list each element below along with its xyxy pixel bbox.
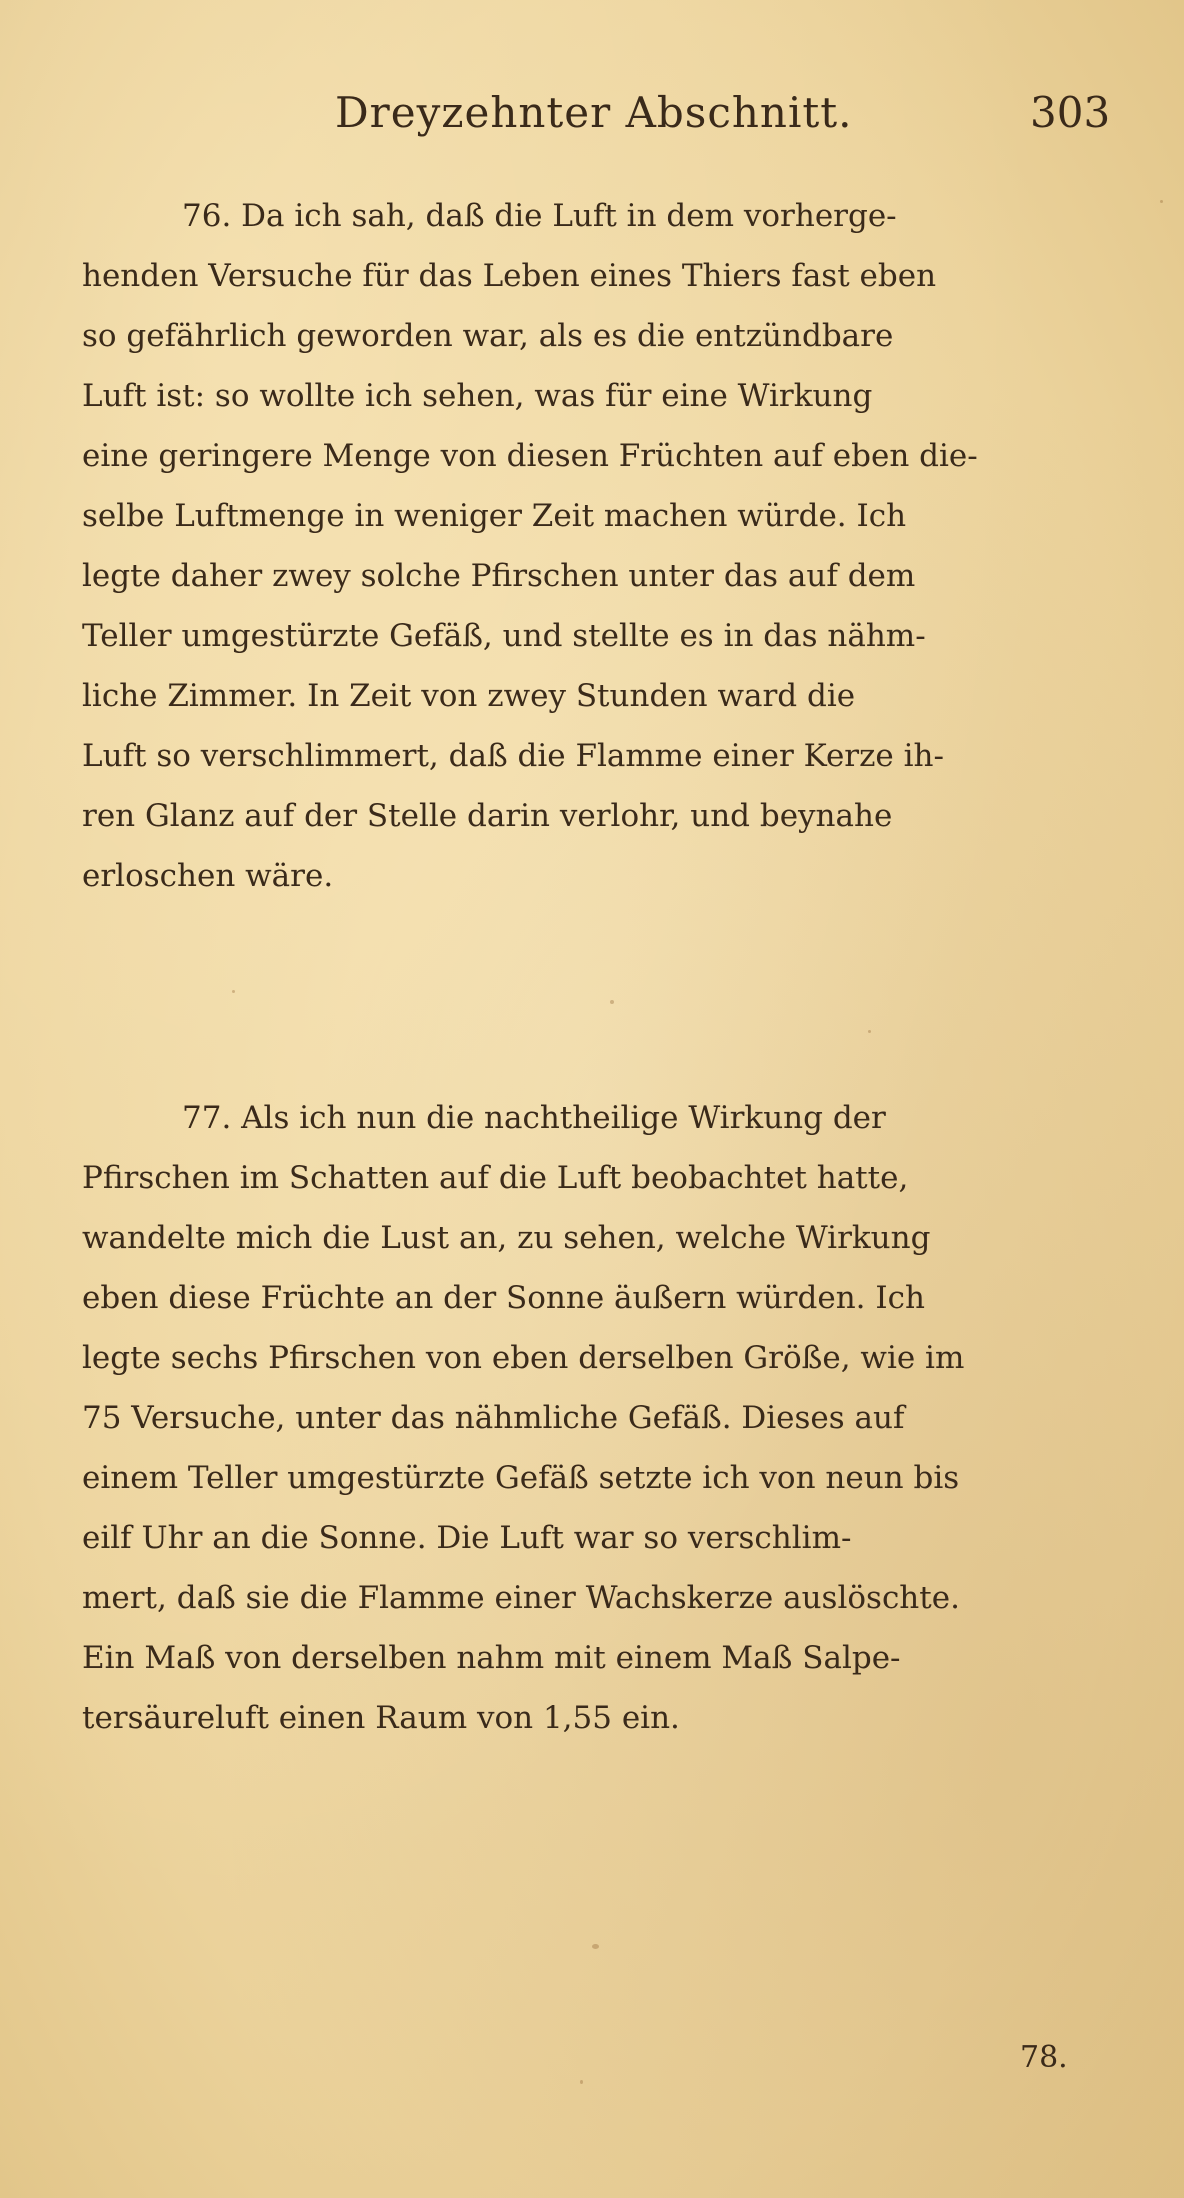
text-line: Luft so verschlimmert, daß die Flamme einer Kerze ih-	[82, 738, 944, 774]
text-line: Ein Maß von derselben nahm mit einem Maß Salpe-	[82, 1640, 901, 1676]
text-line: erloschen wäre.	[82, 858, 334, 894]
text-line: wandelte mich die Lust an, zu sehen, welche Wirkung	[82, 1220, 931, 1256]
catchword: 78.	[1020, 2040, 1068, 2075]
text-line: tersäureluft einen Raum von 1,55 ein.	[82, 1700, 680, 1736]
text-line: ren Glanz auf der Stelle darin verlohr, und beynahe	[82, 798, 893, 834]
paragraph-77	[82, 1088, 1122, 1748]
text-line: selbe Luftmenge in weniger Zeit machen würde. Ich	[82, 498, 907, 534]
paper-speck	[1160, 200, 1163, 203]
text-line: Teller umgestürzte Gefäß, und stellte es in das nähm-	[82, 618, 926, 654]
paper-speck	[232, 990, 235, 993]
text-line: eine geringere Menge von diesen Früchten auf eben die-	[82, 438, 978, 474]
text-line: henden Versuche für das Leben eines Thiers fast eben	[82, 258, 937, 294]
paper-speck	[592, 1944, 599, 1949]
text-line: legte sechs Pfirschen von eben derselben Größe, wie im	[82, 1340, 965, 1376]
text-line: eben diese Früchte an der Sonne äußern würden. Ich	[82, 1280, 925, 1316]
paragraph-76	[82, 186, 1122, 906]
page-number: 303	[1030, 88, 1111, 137]
text-line: so gefährlich geworden war, als es die entzündbare	[82, 318, 894, 354]
page-header	[0, 88, 1184, 148]
text-line: 77. Als ich nun die nachtheilige Wirkung der	[182, 1100, 886, 1136]
text-line: 76. Da ich sah, daß die Luft in dem vorherge-	[182, 198, 897, 234]
text-line: 75 Versuche, unter das nähmliche Gefäß. Dieses auf	[82, 1400, 905, 1436]
text-line: Luft ist: so wollte ich sehen, was für eine Wirkung	[82, 378, 873, 414]
running-head: Dreyzehnter Abschnitt.	[335, 88, 853, 137]
paper-speck	[610, 1000, 614, 1004]
paper-speck	[580, 2080, 583, 2084]
text-line: legte daher zwey solche Pfirschen unter das auf dem	[82, 558, 916, 594]
text-line: einem Teller umgestürzte Gefäß setzte ich von neun bis	[82, 1460, 960, 1496]
text-line: mert, daß sie die Flamme einer Wachskerze auslöschte.	[82, 1580, 960, 1616]
text-line: Pfirschen im Schatten auf die Luft beobachtet hatte,	[82, 1160, 909, 1196]
paper-speck	[868, 1030, 871, 1033]
text-line: eilf Uhr an die Sonne. Die Luft war so verschlim-	[82, 1520, 852, 1556]
text-line: liche Zimmer. In Zeit von zwey Stunden ward die	[82, 678, 856, 714]
